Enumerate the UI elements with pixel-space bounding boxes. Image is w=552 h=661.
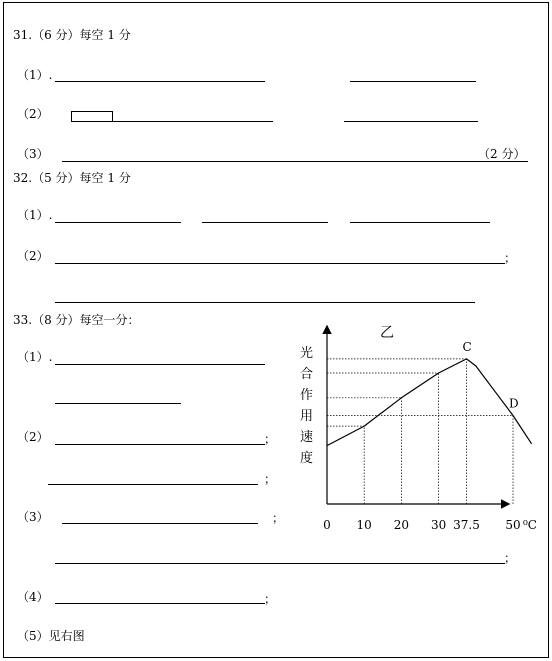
q32-title: 32.（5 分）每空 1 分: [13, 171, 131, 185]
x-tick-label: 30: [430, 518, 447, 532]
q33-part2-label: （2）: [17, 430, 49, 444]
q33-part3-semicolon-2: ；: [504, 551, 517, 565]
x-tick-label: 50: [505, 518, 521, 532]
q31-blank-1b[interactable]: [350, 81, 476, 82]
q33-part3-label: （3）: [17, 510, 49, 524]
point-label-c: C: [462, 339, 472, 354]
q31-blank-2b[interactable]: [344, 121, 478, 122]
q33-part3-semicolon-1: ；: [272, 511, 285, 525]
q31-part3-label: （3）: [17, 147, 49, 161]
q32-part2-label: （2）: [17, 249, 49, 263]
chart-title: 乙: [380, 325, 394, 341]
rate-curve: [327, 359, 532, 446]
q33-part4-semicolon: ；: [264, 592, 277, 606]
q33-blank-1b[interactable]: [55, 403, 181, 404]
q31-blank-1a[interactable]: [55, 81, 265, 82]
x-axis-unit: ⁰C: [523, 518, 537, 532]
q33-blank-2a[interactable]: [55, 444, 265, 445]
y-axis-label-char: 光: [300, 346, 314, 361]
q33-part2-semicolon-2: ；: [264, 472, 277, 486]
x-tick-label: 20: [393, 518, 410, 532]
q32-blank-1b[interactable]: [202, 222, 328, 223]
q31-bracket-box: [71, 111, 113, 121]
q33-part5-label: （5）见右图: [17, 629, 85, 643]
q33-part4-label: （4）: [17, 590, 49, 604]
q31-part3-score: （2 分）: [478, 147, 526, 161]
y-axis-label-char: 作: [300, 388, 314, 403]
x-tick-label: 37.5: [453, 518, 480, 532]
q31-blank-3[interactable]: [62, 161, 528, 162]
q31-part2-label: （2）: [17, 107, 49, 121]
y-axis-label-char: 用: [300, 409, 314, 424]
q32-part2-semicolon: ；: [504, 251, 517, 265]
q33-blank-4[interactable]: [55, 603, 265, 604]
y-axis-label-char: 速: [300, 430, 314, 445]
q31-title: 31.（6 分）每空 1 分: [13, 28, 131, 42]
q31-part1-label: （1）.: [17, 68, 53, 82]
q32-blank-1a[interactable]: [55, 222, 181, 223]
q33-blank-1a[interactable]: [55, 364, 265, 365]
q33-blank-2b[interactable]: [48, 484, 258, 485]
point-label-d: D: [509, 396, 519, 411]
photosynthesis-rate-chart: [290, 315, 537, 540]
q32-blank-2b[interactable]: [55, 302, 475, 303]
q32-blank-1c[interactable]: [350, 222, 490, 223]
q33-blank-3b[interactable]: [55, 563, 505, 564]
q33-title: 33.（8 分）每空一分：: [13, 313, 140, 327]
q33-blank-3a[interactable]: [62, 523, 258, 524]
x-tick-label: 10: [356, 518, 372, 532]
q31-blank-2a[interactable]: [71, 121, 273, 122]
q33-part2-semicolon-1: ；: [264, 432, 277, 446]
q32-part1-label: （1）.: [17, 208, 53, 222]
y-axis-label-char: 合: [300, 367, 314, 382]
q32-blank-2a[interactable]: [55, 263, 505, 264]
x-tick-label: 0: [323, 518, 331, 532]
q33-part1-label: （1）.: [17, 350, 53, 364]
y-axis-label-char: 度: [300, 451, 314, 466]
